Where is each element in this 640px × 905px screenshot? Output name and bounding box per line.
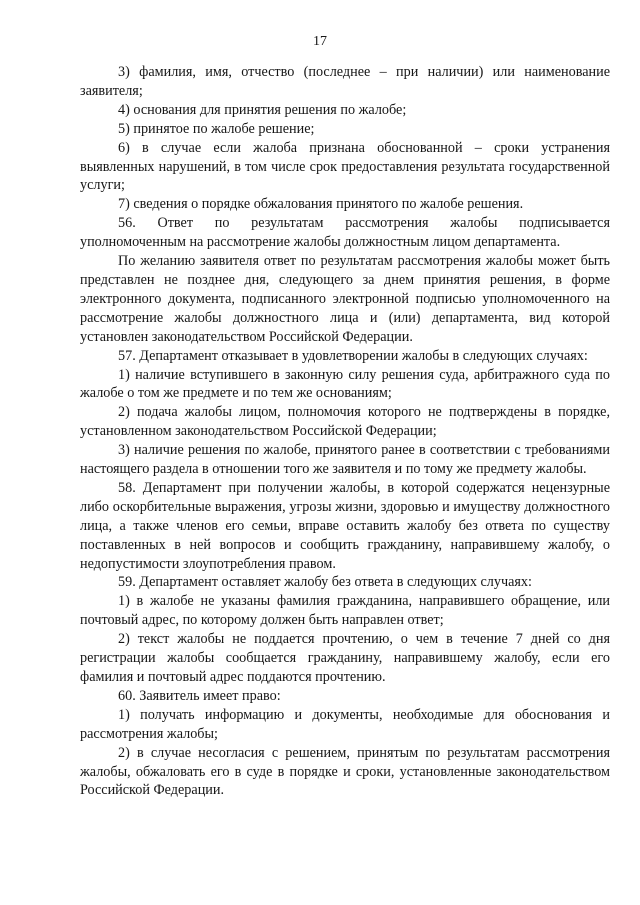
paragraph-no-answer-item-1: 1) в жалобе не указаны фамилия гражданина, направившего обращение, или почтовый адрес, по которому должен быть направлен ответ; xyxy=(80,593,610,629)
paragraph-refusal-item-1: 1) наличие вступившего в законную силу решения суда, арбитражного суда по жалобе о том же предмете и по тем же основаниям; xyxy=(80,366,610,402)
paragraph-58-offensive-complaints: 58. Департамент при получении жалобы, в которой содержатся нецензурные либо оскорбительные выражения, угрозы жизни, здоровью и имуществу должностного лица, а также членов его семьи, вправе оставить жалобу без ответа по существу поставленных в ней вопросов и сообщить гражданину, направившему жалобу, о недопустимости злоупотребления правом. xyxy=(80,479,610,572)
paragraph-60-applicant-rights: 60. Заявитель имеет право: xyxy=(118,687,281,704)
paragraph-item-3-applicant-name: 3) фамилия, имя, отчество (последнее – при наличии) или наименование заявителя; xyxy=(80,64,610,99)
paragraph-57-refusal: 57. Департамент отказывает в удовлетворении жалобы в следующих случаях: xyxy=(118,347,588,364)
paragraph-no-answer-item-2: 2) текст жалобы не поддается прочтению, о чем в течение 7 дней со дня регистрации жалобы сообщается гражданину, направившему жалобу, если его фамилия и почтовый адрес поддаются прочтению. xyxy=(80,631,610,685)
document-body xyxy=(80,63,610,800)
paragraph-refusal-item-3: 3) наличие решения по жалобе, принятого ранее в соответствии с требованиями настоящего раздела в отношении того же заявителя и по тому же предмету жалобы. xyxy=(80,442,610,478)
paragraph-item-6-remedy-terms: 6) в случае если жалоба признана обоснованной – сроки устранения выявленных нарушений, в том числе срок предоставления результата государственной услуги; xyxy=(80,139,610,194)
paragraph-rights-item-1: 1) получать информацию и документы, необходимые для обоснования и рассмотрения жалобы; xyxy=(80,706,610,742)
paragraph-electronic-response: По желанию заявителя ответ по результатам рассмотрения жалобы может быть представлен не позднее дня, следующего за днем принятия решения, в форме электронного документа, подписанного электронной подписью уполномоченного на рассмотрение жалобы должностного лица и (или) департамента, вид которой установлен законодательством Российской Федерации. xyxy=(80,253,610,345)
page-number: 17 xyxy=(313,34,327,49)
paragraph-rights-item-2: 2) в случае несогласия с решением, принятым по результатам рассмотрения жалобы, обжаловать его в суде в порядке и сроки, установленные законодательством Российской Федерации. xyxy=(80,744,610,799)
paragraph-item-4-grounds: 4) основания для принятия решения по жалобе; xyxy=(118,101,407,118)
paragraph-56-response-signature: 56. Ответ по результатам рассмотрения жалобы подписывается уполномоченным на рассмотрение жалобы должностным лицом департамента. xyxy=(80,215,610,251)
paragraph-59-no-answer: 59. Департамент оставляет жалобу без ответа в следующих случаях: xyxy=(118,574,532,591)
paragraph-refusal-item-2: 2) подача жалобы лицом, полномочия которого не подтверждены в порядке, установленном законодательством Российской Федерации; xyxy=(80,404,610,440)
paragraph-item-7-appeal-info: 7) сведения о порядке обжалования принятого по жалобе решения. xyxy=(118,196,524,213)
paragraph-item-5-decision: 5) принятое по жалобе решение; xyxy=(118,120,315,137)
